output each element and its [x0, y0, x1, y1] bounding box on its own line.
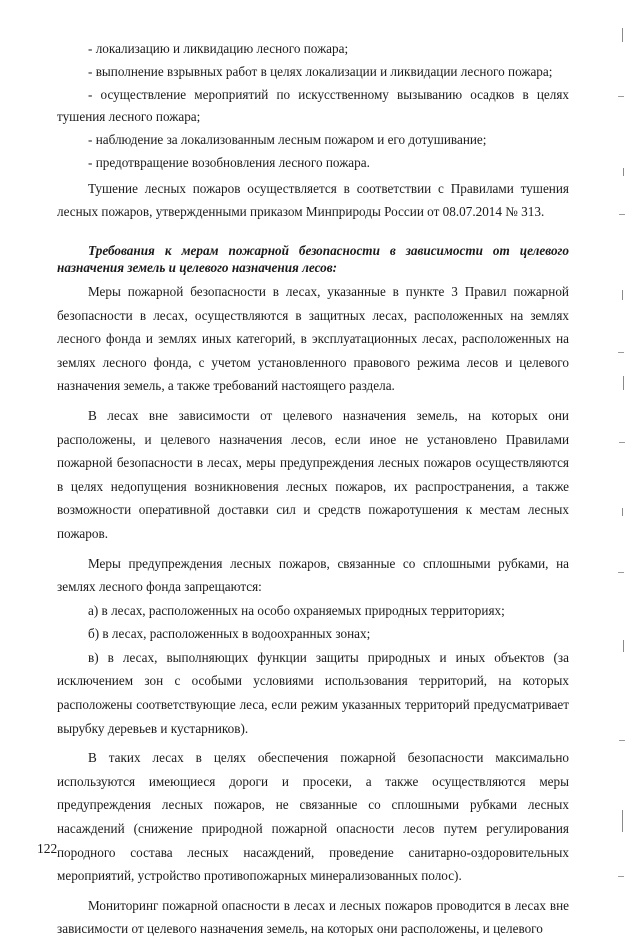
prohibitions-list — [57, 599, 569, 741]
section-heading: Требования к мерам пожарной безопасности в зависимости от целевого назначения земель и целевого назначения лесов: — [57, 242, 569, 275]
list-item: - выполнение взрывных работ в целях локализации и ликвидации лесного пожара; — [88, 63, 553, 79]
page-body — [57, 38, 569, 941]
list-item: - наблюдение за локализованным лесным пожаром и его дотушивание; — [88, 132, 487, 148]
list-item: в) в лесах, выполняющих функции защиты природных и иных объектов (за исключением зон с особыми условиями использования территорий, на которых расположены соответствующие леса, если режим указанных территорий предусматривает вырубку деревьев и кустарников). — [57, 649, 569, 736]
measures-list — [57, 38, 569, 175]
list-item: - локализацию и ликвидацию лесного пожара; — [88, 41, 349, 56]
paragraph: Меры пожарной безопасности в лесах, указанные в пункте 3 Правил пожарной безопасности в лесах, осуществляются в защитных лесах, расположенных на землях лесного фонда и землях иных категорий, в эксплуатационных лесах, расположенных на землях лесного фонда, с учетом установленного правового режима лесов и целевого назначения земель, а также требований настоящего раздела. — [57, 283, 569, 394]
paragraph: Мониторинг пожарной опасности в лесах и лесных пожаров проводится в лесах вне зависимости от целевого назначения земель, на которых они расположены, и целевого — [57, 897, 569, 937]
intro-paragraph: Тушение лесных пожаров осуществляется в соответствии с Правилами тушения лесных пожаров, утвержденными приказом Минприроды России от 08.07.2014 № 313. — [57, 180, 569, 220]
list-item: - предотвращение возобновления лесного пожара. — [88, 154, 370, 170]
list-item: - осуществление мероприятий по искусственному вызыванию осадков в целях тушения лесного пожара; — [57, 86, 569, 125]
paragraph: В лесах вне зависимости от целевого назначения земель, на которых они расположены, и целевого назначения лесов, если иное не установлено Правилами пожарной безопасности в лесах, меры предупреждения лесных пожаров осуществляются в целях недопущения возникновения лесных пожаров, их распространения, а также возможности оперативной доставки сил и средств пожаротушения к местам лесных пожаров. — [57, 407, 569, 541]
paragraph: Меры предупреждения лесных пожаров, связанные со сплошными рубками, на землях лесного фонда запрещаются: — [57, 555, 569, 595]
list-item: б) в лесах, расположенных в водоохранных зонах; — [88, 626, 371, 642]
list-item: а) в лесах, расположенных на особо охраняемых природных территориях; — [88, 602, 505, 618]
page-number: 122 — [37, 841, 58, 856]
paragraph: В таких лесах в целях обеспечения пожарной безопасности максимально используются имеющиеся дороги и просеки, а также осуществляются меры предупреждения лесных пожаров, не связанные со сплошными рубками лесных насаждений (снижение природной пожарной опасности лесов путем регулирования породного состава лесных насаждений, проведение санитарно-оздоровительных мероприятий, устройство противопожарных минерализованных полос). — [57, 750, 569, 884]
